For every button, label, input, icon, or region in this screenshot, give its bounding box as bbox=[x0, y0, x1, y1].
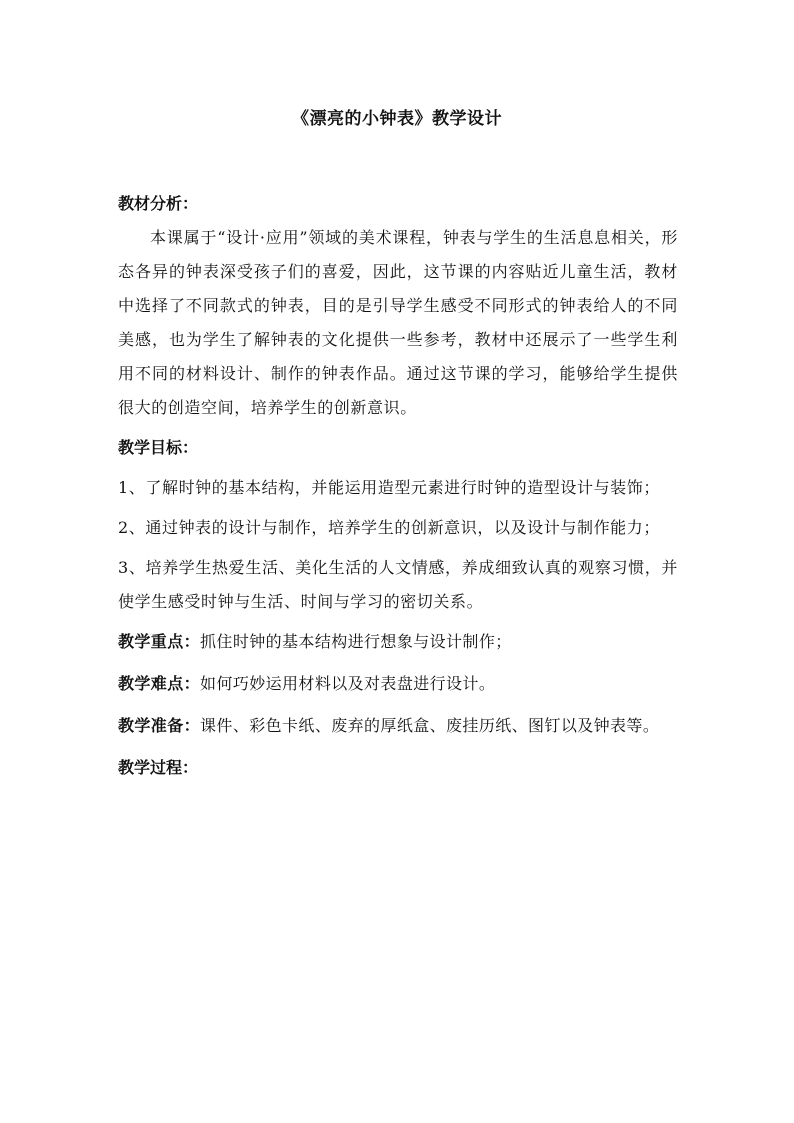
key-point-label: 教学重点： bbox=[118, 632, 201, 651]
process-heading: 教学过程： bbox=[118, 758, 199, 777]
document-body bbox=[118, 187, 678, 785]
material-analysis-heading: 教材分析： bbox=[118, 194, 199, 213]
objective-item-1: 1、了解时钟的基本结构，并能运用造型元素进行时钟的造型设计与装饰； bbox=[118, 478, 660, 497]
difficulty-label: 教学难点： bbox=[118, 674, 201, 693]
key-point-text: 抓住时钟的基本结构进行想象与设计制作； bbox=[200, 632, 512, 651]
difficulty-text: 如何巧妙运用材料以及对表盘进行设计。 bbox=[200, 674, 496, 693]
preparation-label: 教学准备： bbox=[118, 716, 201, 735]
preparation-line bbox=[118, 709, 678, 743]
material-analysis-paragraph: 本课属于“设计·应用”领域的美术课程，钟表与学生的生活息息相关，形态各异的钟表深受孩子们的喜爱，因此，这节课的内容贴近儿童生活，教材中选择了不同款式的钟表，目的是引导学生感受不同形式的钟表给人的不同美感，也为学生了解钟表的文化提供一些参考，教材中还展示了一些学生利用不同的材料设计、制作的钟表作品。通过这节课的学习，能够给学生提供很大的创造空间，培养学生的创新意识。 bbox=[118, 228, 678, 417]
objective-item-2: 2、通过钟表的设计与制作，培养学生的创新意识，以及设计与制作能力； bbox=[118, 518, 660, 537]
document-title: 《漂亮的小钟表》教学设计 bbox=[292, 109, 502, 129]
key-point-line bbox=[118, 625, 678, 659]
objective-item-3: 3、培养学生热爱生活、美化生活的人文情感，养成细致认真的观察习惯，并使学生感受时钟与生活、时间与学习的密切关系。 bbox=[118, 558, 678, 611]
objectives-heading: 教学目标： bbox=[118, 438, 199, 457]
preparation-text: 课件、彩色卡纸、废弃的厚纸盒、废挂历纸、图钉以及钟表等。 bbox=[200, 716, 660, 735]
difficulty-line bbox=[118, 667, 678, 701]
